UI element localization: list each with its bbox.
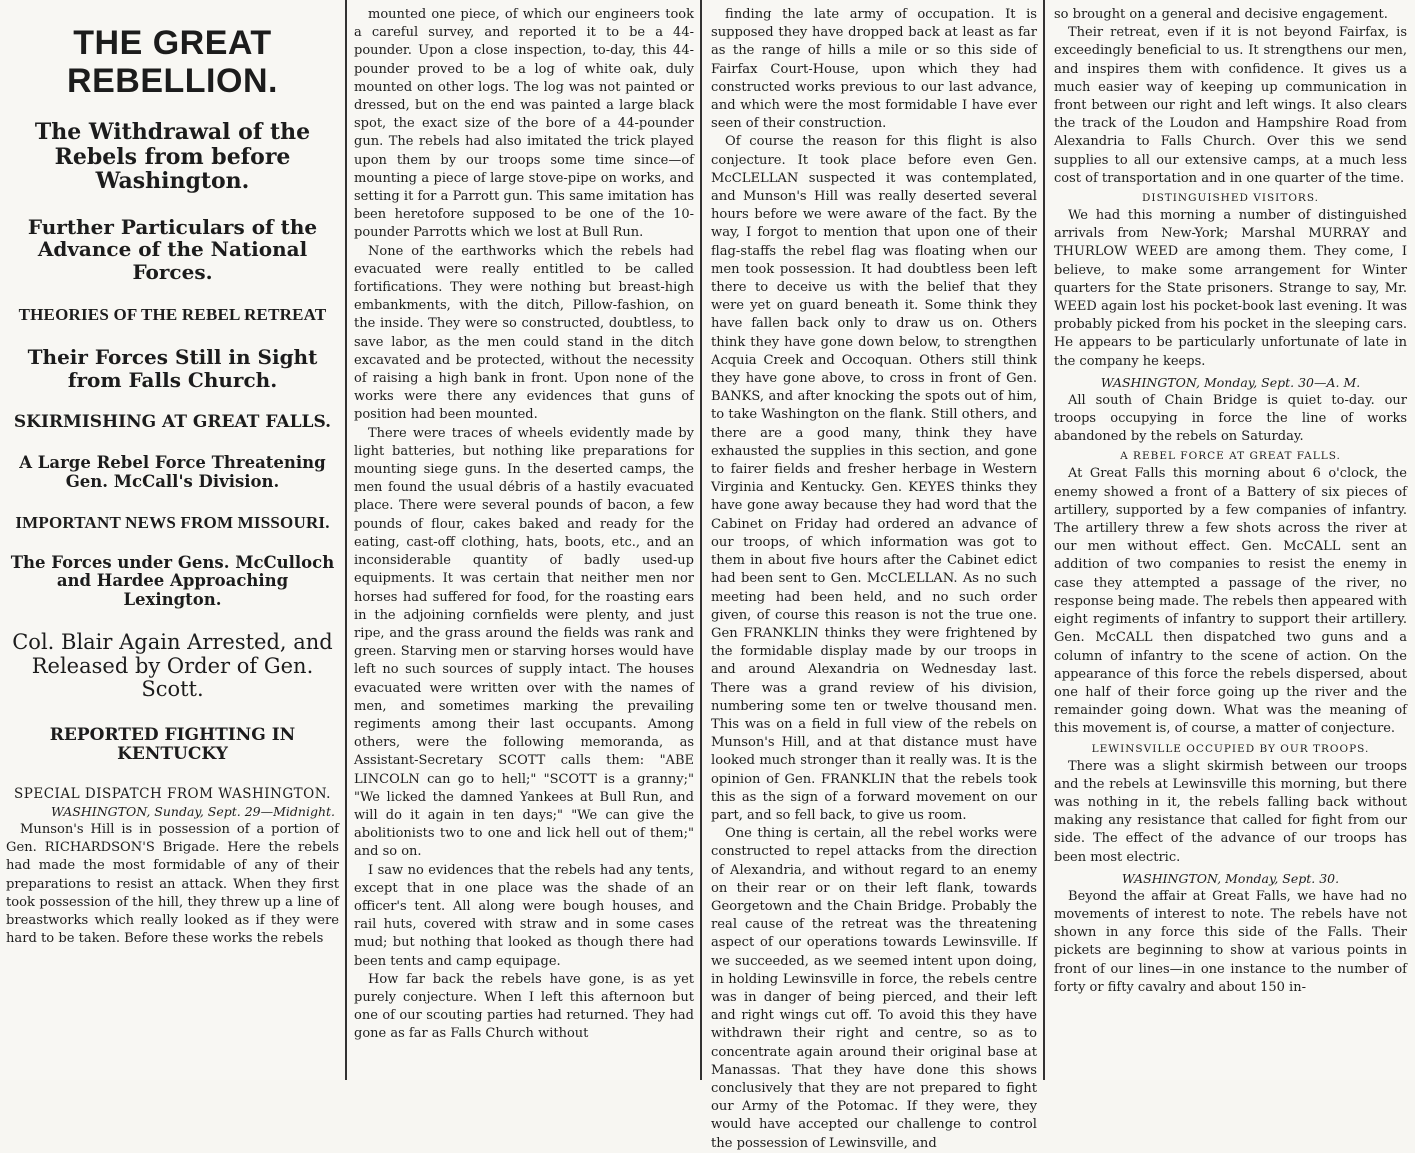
- column-3: [703, 0, 1043, 1151]
- article-paragraph: mounted one piece, of which our engineers took a careful survey, and reported it to be a 44-pounder. Upon a close inspection, to-day, this 44-pounder proved to be a log of white oak, duly mounted on other logs. The log was not painted or dressed, but on the end was painted a large black spot, the exact size of the bore of a 44-pounder gun. The rebels had also imitated the trick played upon them by our troops some time since—of mounting a piece of large stove-pipe on works, and setting it for a Parrott gun. This same imitation has been heretofore supposed to be one of the 10-pounder Parrotts which we lost at Bull Run.: [354, 7, 694, 241]
- article-paragraph: I saw no evidences that the rebels had any tents, except that in one place was the shade of an officer's tent. All along were bough houses, and rail huts, covered with straw and in some cases mud; but nothing that looked as though there had been tents and camp equipage.: [354, 862, 694, 969]
- headline-deck: A Large Rebel Force Threatening Gen. McCall's Division.: [19, 453, 326, 491]
- article-paragraph: There was a slight skirmish between our troops and the rebels at Lewinsville this morning, but there was nothing in it, the rebels falling back without making any resistance that called for fight from our side. The effect of the advance of our troops has been most electric.: [1054, 758, 1407, 865]
- headline-deck: Their Forces Still in Sight from Falls Church.: [27, 345, 318, 392]
- article-paragraph: At Great Falls this morning about 6 o'clock, the enemy showed a front of a Battery of six pieces of artillery, supported by a few companies of infantry. The artillery threw a few shots across the river at our men without effect. Gen. McCALL sent an addition of two companies to resist the enemy in case they attempted a passage of the river, no response being made. The rebels then appeared with eight regiments of infantry to support their artillery. Gen. McCALL then dispatched two guns and a column of infantry to the scene of action. On the appearance of this force the rebels dispersed, about one half of their force going up the river and the remainder going down. What was the meaning of this movement is, of course, a matter of conjecture.: [1054, 466, 1407, 737]
- column-4: [1046, 0, 1415, 1080]
- article-paragraph: Beyond the affair at Great Falls, we have had no movements of interest to note. The rebels have not shown in any force this side of the Falls. Their pickets are beginning to show at various points in front of our lines—in one instance to the number of forty or fifty cavalry and about 150 in-: [1054, 888, 1407, 995]
- headline-deck: The Withdrawal of the Rebels from before Washington.: [34, 119, 311, 195]
- article-paragraph: Munson's Hill is in possession of a portion of Gen. RICHARDSON'S Brigade. Here the rebels had made the most formidable of any of their preparations to resist an attack. When they first took possession of the hill, they threw up a line of breastworks which really looked as if they were hard to be taken. Before these works the rebels: [6, 822, 339, 947]
- section-subheading: DISTINGUISHED VISITORS.: [1142, 192, 1319, 205]
- article-paragraph: finding the late army of occupation. It is supposed they have dropped back at least as far as the range of hills a mile or so this side of Fairfax Court-House, upon which they had constructed works previous to our last advance, and which were the most formidable I have ever seen of their construction.: [711, 7, 1037, 132]
- column-rule: [345, 0, 347, 1080]
- article-paragraph: Their retreat, even if it is not beyond Fairfax, is exceedingly beneficial to us. It strengthens our men, and inspires them with confidence. It gives us a much easier way of keeping up communication in front between our right and left wings. It also clears the track of the Loudon and Hampshire Road from Alexandria to Falls Church. Over this we send supplies to all our extensive camps, at a much less cost of transportation and in one quarter of the time.: [1054, 25, 1407, 186]
- article-paragraph: so brought on a general and decisive engagement.: [1054, 7, 1388, 22]
- article-paragraph: There were traces of wheels evidently made by light batteries, but nothing like preparations for mounting siege guns. In the deserted camps, the men found the usual débris of a hastily evacuated place. There were several pounds of bacon, a few pounds of flour, cakes baked and ready for the eating, cast-off clothing, hats, boots, etc., and an inconsiderable quantity of badly used-up equipments. It was certain that neither men nor horses had suffered for food, for the roasting ears in the adjoining cornfields were plenty, and just ripe, and the grass around the fields was rank and green. Starving men or starving horses would have left no such sources of supply intact. The houses evacuated were written over with the names of men, and sometimes marking the prevailing regiments among their last occupants. Among others, were the following memoranda, as Assistant-Secretary SCOTT calls them: "ABE LINCOLN can go to hell;" "SCOTT is a granny;" "We licked the damned Yankees at Bull Run, and will do it again in ten days;" "We can give the abolitionists two to one and lick hell out of them;" and so on.: [354, 425, 694, 860]
- dateline: WASHINGTON, Monday, Sept. 30.: [1121, 870, 1340, 886]
- column-2: [348, 0, 700, 1080]
- column-rule: [700, 0, 702, 1080]
- article-paragraph: How far back the rebels have gone, is as yet purely conjecture. When I left this afternoon but one of our scouting parties had returned. They had gone as far as Falls Church without: [354, 971, 694, 1042]
- section-subheading: LEWINSVILLE OCCUPIED BY OUR TROOPS.: [1091, 742, 1370, 755]
- article-paragraph: Of course the reason for this flight is also conjecture. It took place before even Gen. McCLELLAN suspected it was contemplated, and Munson's Hill was really deserted several hours before we were aware of the fact. By the way, I forgot to mention that upon one of their flag-staffs the rebel flag was floating when our men took possession. It had doubtless been left there to deceive us with the belief that they were yet on guard beneath it. Some think they have fallen back only to draw us on. Others think they have gone down below, to strengthen Acquia Creek and Occoquan. Others still think they have gone above, to cross in front of Gen. BANKS, and after knocking the spots out of him, to take Washington on the flank. Still others, and there are a good many, think they have exhausted the supplies in this section, and gone to fairer fields and fresher herbage in Western Virginia and Kentucky. Gen. KEYES thinks they have gone away because they had word that the Cabinet on Friday had ordered an advance of our troops, of which information was got to them in about five hours after the Cabinet edict had been sent to Gen. McCLELLAN. As no such meeting had been held, and no such order given, of course this reason is not the true one. Gen FRANKLIN thinks they were frightened by the formidable display made by our troops in and around Alexandria on Wednesday last. There was a grand review of his division, numbering some ten or twelve thousand men. This was on a field in full view of the rebels on Munson's Hill, and at that distance must have looked much stronger than it really was. It is the opinion of Gen. FRANKLIN that the rebels took this as the sign of a forward movement on our part, and so fell back, to give us room.: [711, 134, 1037, 823]
- headline-deck: THEORIES OF THE REBEL RETREAT: [18, 305, 327, 325]
- article-paragraph: We had this morning a number of distinguished arrivals from New-York; Marshal MURRAY and THURLOW WEED are among them. They come, I believe, to make some arrangement for Winter quarters for the State prisoners. Strange to say, Mr. WEED again lost his pocket-book last evening. It was probably picked from his pocket in the sleeping cars. He appears to be particularly unfortunate of late in the company he keeps.: [1054, 208, 1407, 369]
- dispatch-header: SPECIAL DISPATCH FROM WASHINGTON.: [14, 786, 331, 803]
- dateline: WASHINGTON, Monday, Sept. 30—A. M.: [1100, 374, 1361, 390]
- headline-deck: REPORTED FIGHTING IN KENTUCKY: [49, 724, 296, 764]
- column-rule: [1043, 0, 1045, 1080]
- headline-deck: IMPORTANT NEWS FROM MISSOURI.: [15, 512, 330, 532]
- column-1: [0, 0, 345, 1080]
- headline-deck: SKIRMISHING AT GREAT FALLS.: [13, 412, 332, 433]
- section-subheading: A REBEL FORCE AT GREAT FALLS.: [1120, 450, 1341, 463]
- article-paragraph: All south of Chain Bridge is quiet to-day. our troops occupying in force the line of works abandoned by the rebels on Saturday.: [1054, 392, 1407, 445]
- headline-deck: Further Particulars of the Advance of the National Forces.: [27, 215, 318, 284]
- dateline: WASHINGTON, Sunday, Sept. 29—Midnight.: [51, 804, 335, 820]
- article-paragraph: One thing is certain, all the rebel works were constructed to repel attacks from the direction of Alexandria, and without regard to an enemy on their rear or on their left flank, towards Georgetown and the Chain Bridge. Probably the real cause of the retreat was the threatening aspect of our operations towards Lewinsville. If we succeeded, as we seemed intent upon doing, in holding Lewinsville in force, the rebels centre was in danger of being pierced, and their left and right wings cut off. To avoid this they have withdrawn their right and centre, so as to concentrate again around their original base at Manassas. That they have done this shows conclusively that they are not prepared to fight our Army of the Potomac. If they were, they would have accepted our challenge to control the possession of Lewinsville, and: [711, 826, 1037, 1151]
- article-paragraph: None of the earthworks which the rebels had evacuated were really entitled to be called fortifications. They were nothing but breast-high embankments, with the ditch, Pillow-fashion, on the inside. They were so constructed, doubtless, to save labor, as the men could stand in the ditch excavated and be protected, without the necessity of raising a high bank in front. Upon none of the works were there any evidences that guns of position had been mounted.: [354, 243, 694, 423]
- masthead: THE GREAT REBELLION.: [67, 24, 278, 101]
- headline-deck: The Forces under Gens. McCulloch and Hardee Approaching Lexington.: [10, 553, 335, 609]
- headline-deck: Col. Blair Again Arrested, and Released by Order of Gen. Scott.: [12, 630, 333, 702]
